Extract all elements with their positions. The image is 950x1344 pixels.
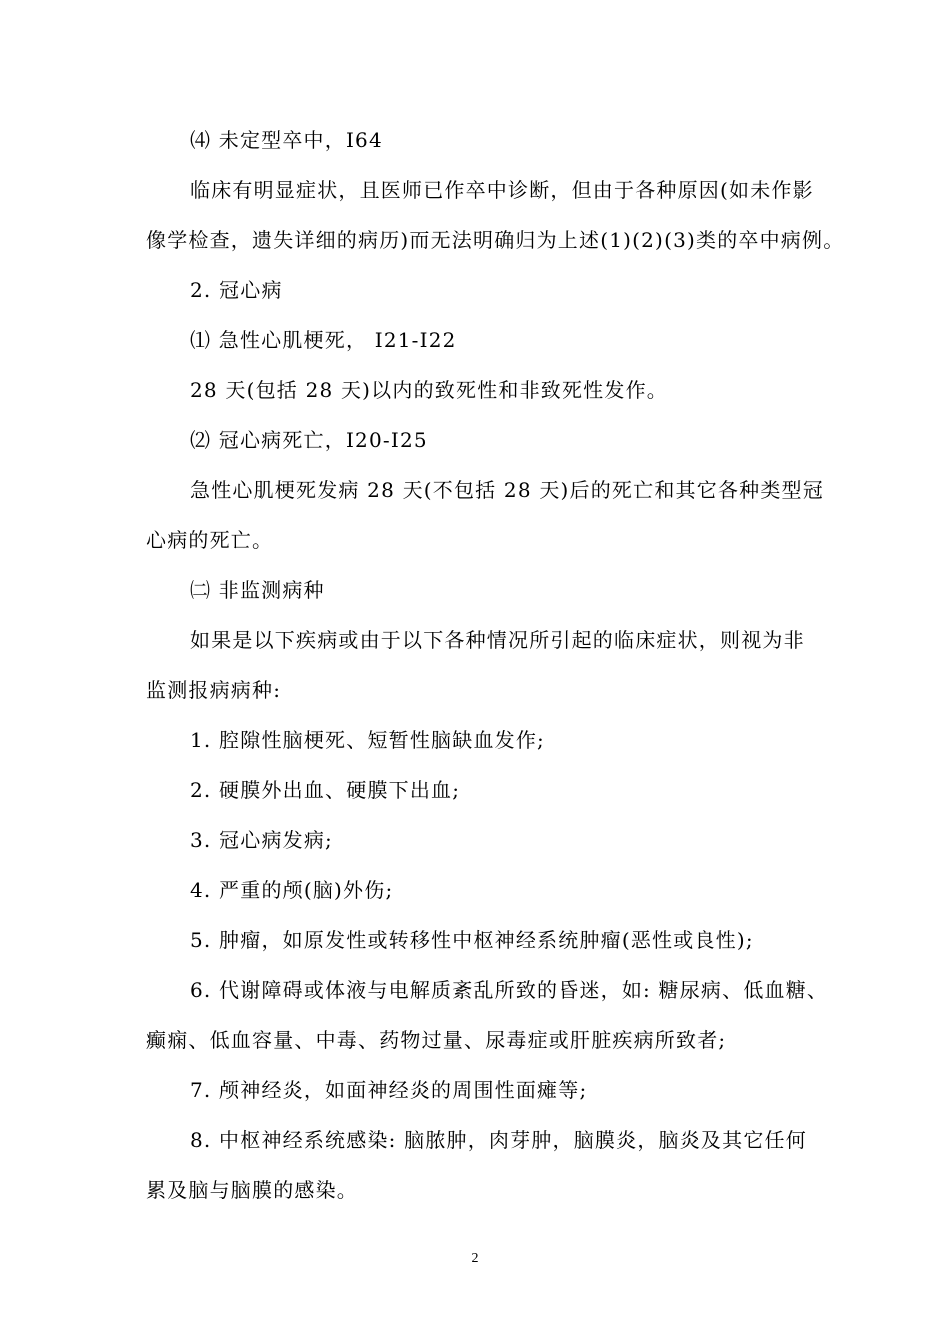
paragraph-line: 临床有明显症状，且医师已作卒中诊断，但由于各种原因(如未作影 [190,178,814,202]
heading-undetermined-stroke: ⑷ 未定型卒中，I64 [190,128,383,152]
paragraph-line: 28 天(包括 28 天)以内的致死性和非致死性发作。 [190,378,668,402]
section-heading-non-monitored: ㈡ 非监测病种 [190,578,325,602]
paragraph-line: 心病的死亡。 [146,528,274,552]
list-item: 6. 代谢障碍或体液与电解质紊乱所致的昏迷，如: 糖尿病、低血糖、 [190,978,829,1002]
list-item: 5. 肿瘤，如原发性或转移性中枢神经系统肿瘤(恶性或良性); [190,928,754,952]
paragraph-line: 急性心肌梗死发病 28 天(不包括 28 天)后的死亡和其它各种类型冠 [190,478,824,502]
paragraph-line: 监测报病病种: [146,678,282,702]
list-item: 8. 中枢神经系统感染: 脑脓肿，肉芽肿，脑膜炎，脑炎及其它任何 [190,1128,807,1152]
heading-acute-mi: ⑴ 急性心肌梗死， I21-I22 [190,328,457,352]
page-number: 2 [471,1251,479,1266]
list-item: 1. 腔隙性脑梗死、短暂性脑缺血发作; [190,728,545,752]
list-item-continuation: 累及脑与脑膜的感染。 [146,1178,358,1202]
list-item: 4. 严重的颅(脑)外伤; [190,878,394,902]
list-item-continuation: 癫痫、低血容量、中毒、药物过量、尿毒症或肝脏疾病所致者; [146,1028,727,1052]
paragraph-line: 如果是以下疾病或由于以下各种情况所引起的临床症状，则视为非 [190,628,805,652]
list-item: 3. 冠心病发病; [190,828,333,852]
section-heading-chd: 2. 冠心病 [190,278,283,302]
heading-chd-death: ⑵ 冠心病死亡，I20-I25 [190,428,428,452]
list-item: 2. 硬膜外出血、硬膜下出血; [190,778,461,802]
list-item: 7. 颅神经炎，如面神经炎的周围性面瘫等; [190,1078,588,1102]
paragraph-line: 像学检查，遗失详细的病历)而无法明确归为上述(1)(2)(3)类的卒中病例。 [146,228,845,252]
